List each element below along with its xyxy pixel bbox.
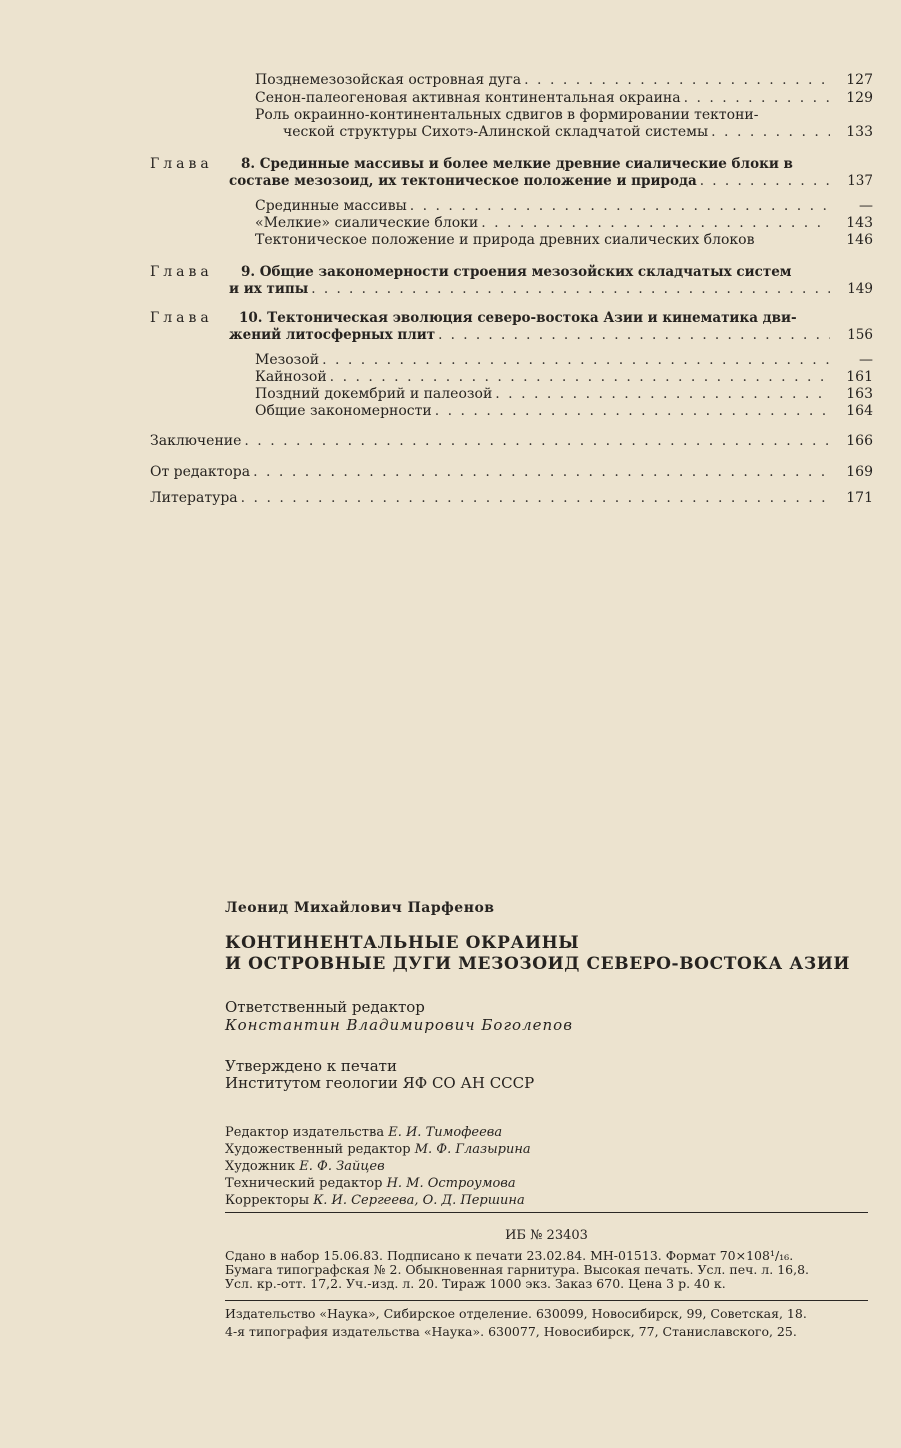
toc-leader-dots xyxy=(481,215,830,232)
responsible-editor-label: Ответственный редактор xyxy=(225,998,425,1016)
toc-entry-title: Тектоническое положение и природа древних сиалических блоков xyxy=(255,232,755,248)
toc-entry-page: 169 xyxy=(846,464,873,480)
staff-role: Редактор издательства xyxy=(225,1125,385,1140)
toc-entry-page: 163 xyxy=(846,386,873,402)
toc-leader-dots xyxy=(311,281,830,298)
toc-entry-page: 129 xyxy=(846,90,873,106)
staff-name: М. Ф. Глазырина xyxy=(414,1142,531,1157)
chapter-title-line: 8. Срединные массивы и более мелкие древние сиалические блоки в xyxy=(241,156,793,172)
publisher-line: Издательство «Наука», Сибирское отделение. 630099, Новосибирск, 99, Советская, 18. xyxy=(225,1306,807,1321)
toc-entry-title: ческой структуры Сихотэ-Алинской складчатой системы xyxy=(283,124,709,140)
toc-entry-page: 166 xyxy=(846,433,873,449)
toc-entry-page: 164 xyxy=(846,403,873,419)
toc-entry xyxy=(255,232,873,249)
toc-entry-page: 156 xyxy=(847,327,873,343)
toc-entry-page: 161 xyxy=(846,369,873,385)
toc-entry-page: — xyxy=(859,198,873,214)
author-name: Леонид Михайлович Парфенов xyxy=(225,900,495,916)
publisher-line: 4-я типография издательства «Наука». 630077, Новосибирск, 77, Станиславского, 25. xyxy=(225,1324,797,1339)
chapter-title-line: 10. Тектоническая эволюция северо-востока Азии и кинематика дви- xyxy=(239,310,797,326)
staff-name: Н. М. Остроумова xyxy=(386,1176,516,1191)
toc-entry-title: От редактора xyxy=(150,464,251,480)
staff-name: К. И. Сергеева, О. Д. Першина xyxy=(313,1193,525,1208)
toc-leader-dots xyxy=(438,327,830,344)
responsible-editor-name: Константин Владимирович Боголепов xyxy=(225,1016,573,1034)
staff-line xyxy=(225,1158,385,1175)
toc-entry-title: Заключение xyxy=(150,433,242,449)
toc-entry xyxy=(255,352,873,369)
toc-entry-title: Кайнозой xyxy=(255,369,327,385)
staff-line xyxy=(225,1141,531,1158)
toc-entry xyxy=(150,464,873,481)
toc-entry-page: — xyxy=(859,352,873,368)
toc-entry-title-line: Роль окраинно-континентальных сдвигов в формировании тектони- xyxy=(255,107,759,123)
toc-leader-dots xyxy=(330,369,830,386)
staff-role: Технический редактор xyxy=(225,1176,383,1191)
staff-line xyxy=(225,1192,525,1209)
toc-entry xyxy=(255,386,873,403)
toc-entry-page: 133 xyxy=(846,124,873,140)
toc-entry-page: 149 xyxy=(847,281,873,297)
chapter-label: Глава xyxy=(150,156,213,172)
ib-number: ИБ № 23403 xyxy=(505,1228,588,1243)
toc-entry xyxy=(150,490,873,507)
print-details-line: Усл. кр.-отт. 17,2. Уч.-изд. л. 20. Тираж 1000 экз. Заказ 670. Цена 3 р. 40 к. xyxy=(225,1276,726,1291)
toc-entry xyxy=(255,72,873,89)
toc-entry-title: Сенон-палеогеновая активная континентальная окраина xyxy=(255,90,681,106)
toc-entry xyxy=(283,124,873,141)
toc-leader-dots xyxy=(322,352,830,369)
book-title-line: КОНТИНЕНТАЛЬНЫЕ ОКРАИНЫ xyxy=(225,933,580,953)
toc-entry-page: 146 xyxy=(846,232,873,248)
toc-leader-dots xyxy=(524,72,830,89)
toc-leader-dots xyxy=(495,386,830,403)
toc-chapter-entry xyxy=(229,173,873,190)
toc-entry-title: Срединные массивы xyxy=(255,198,407,214)
staff-name: Е. Ф. Зайцев xyxy=(299,1159,385,1174)
staff-line xyxy=(225,1175,516,1192)
chapter-label: Глава xyxy=(150,310,213,326)
toc-entry xyxy=(255,403,873,420)
staff-line xyxy=(225,1124,502,1141)
toc-entry-title: Позднемезозойская островная дуга xyxy=(255,72,522,88)
toc-entry xyxy=(255,369,873,386)
staff-role: Корректоры xyxy=(225,1193,310,1208)
horizontal-rule xyxy=(225,1212,868,1213)
toc-entry xyxy=(255,198,873,215)
toc-entry xyxy=(255,215,873,232)
toc-leader-dots xyxy=(253,464,830,481)
toc-leader-dots xyxy=(241,490,830,507)
toc-entry-title: Общие закономерности xyxy=(255,403,432,419)
toc-entry xyxy=(150,433,873,450)
toc-entry-page: 137 xyxy=(847,173,873,189)
chapter-title-line: составе мезозоид, их тектоническое положение и природа xyxy=(229,173,697,189)
print-details-line: Сдано в набор 15.06.83. Подписано к печати 23.02.84. МН-01513. Формат 70×108¹/₁₆. xyxy=(225,1248,794,1263)
staff-name: Е. И. Тимофеева xyxy=(388,1125,503,1140)
approval-line: Институтом геологии ЯФ СО АН СССР xyxy=(225,1074,535,1092)
toc-leader-dots xyxy=(700,173,830,190)
toc-entry-title: Литература xyxy=(150,490,238,506)
toc-leader-dots xyxy=(684,90,830,107)
chapter-title-line: 9. Общие закономерности строения мезозойских складчатых систем xyxy=(241,264,792,280)
toc-entry-page: 127 xyxy=(846,72,873,88)
toc-chapter-entry xyxy=(229,281,873,298)
horizontal-rule xyxy=(225,1300,868,1301)
print-details-line: Бумага типографская № 2. Обыкновенная гарнитура. Высокая печать. Усл. печ. л. 16,8. xyxy=(225,1262,809,1277)
toc-entry-title: Поздний докембрий и палеозой xyxy=(255,386,493,402)
toc-entry-title: «Мелкие» сиалические блоки xyxy=(255,215,479,231)
chapter-title-line: жений литосферных плит xyxy=(229,327,436,343)
toc-entry-page: 143 xyxy=(846,215,873,231)
toc-leader-dots xyxy=(410,198,830,215)
toc-entry-title: Мезозой xyxy=(255,352,320,368)
toc-entry xyxy=(255,90,873,107)
staff-role: Художник xyxy=(225,1159,296,1174)
toc-leader-dots xyxy=(435,403,830,420)
toc-chapter-entry xyxy=(229,327,873,344)
chapter-title-line: и их типы xyxy=(229,281,309,297)
toc-leader-dots xyxy=(711,124,830,141)
book-title-line: И ОСТРОВНЫЕ ДУГИ МЕЗОЗОИД СЕВЕРО-ВОСТОКА АЗИИ xyxy=(225,954,851,974)
staff-role: Художественный редактор xyxy=(225,1142,411,1157)
approval-line: Утверждено к печати xyxy=(225,1057,397,1075)
toc-entry-page: 171 xyxy=(846,490,873,506)
chapter-label: Глава xyxy=(150,264,213,280)
toc-leader-dots xyxy=(244,433,830,450)
